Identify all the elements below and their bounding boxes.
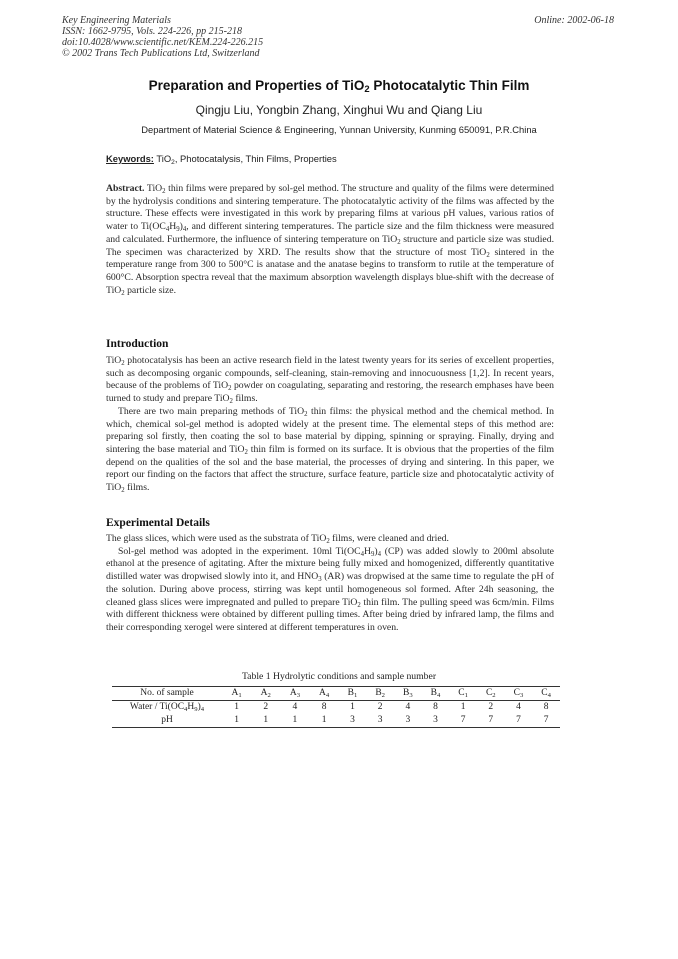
table-cell: 4 [405,702,411,712]
affiliation: Department of Material Science & Engineering, Yunnan University, Kunming 650091, P.R.China [141,124,537,135]
table-cell: 2 [263,702,269,712]
authors: Qingju Liu, Yongbin Zhang, Xinghui Wu and Qiang Liu [195,103,483,117]
table-cell: 3 [366,714,394,728]
doi-line[interactable]: doi:10.4028/www.scientific.net/KEM.224-226.215 [62,37,264,48]
experimental-body [106,533,554,635]
copyright-line: © 2002 Trans Tech Publications Ltd, Switzerland [62,48,260,59]
table-cell: 7 [532,714,560,728]
abstract [106,183,554,297]
keywords-label: Keywords: [106,153,154,164]
journal-name: Key Engineering Materials [62,15,171,26]
table-cell: 1 [222,714,251,728]
sample-header: $C_2$ [477,687,505,701]
paper-title: Preparation and Properties of TiO$_2$ Photocatalytic Thin Film [148,78,530,95]
sample-header: $A_1$ [222,687,251,701]
introduction-body [106,355,554,495]
table-cell: 1 [280,714,309,728]
hydrolytic-conditions-table [112,686,560,728]
table-cell: 2 [377,702,383,712]
sample-header: $C_1$ [449,687,477,701]
table-header-row [112,687,560,701]
table-cell: 4 [292,702,298,712]
sample-header: $B_1$ [339,687,367,701]
issn-line: ISSN: 1662-9795, Vols. 224-226, pp 215-218 [62,26,242,37]
abstract-label: Abstract. [106,183,145,194]
table-row-ph [112,714,560,728]
sample-header: $B_4$ [422,687,450,701]
sample-header: $A_4$ [310,687,339,701]
table-cell: 8 [321,702,327,712]
journal-header [62,15,263,59]
table-cell: 3 [394,714,422,728]
table-cell: 1 [251,714,280,728]
table-cell: 2 [488,702,494,712]
table-cell: 3 [422,714,450,728]
sample-header: $B_3$ [394,687,422,701]
experimental-paragraph-1: The glass slices, which were used as the substrata of TiO$_2$ films, were cleaned and dried. [106,533,449,545]
header-label: No. of sample [112,687,222,701]
row-label-water-ratio: Water / $Ti(OC_4H_9)_4$ [129,702,205,713]
table-caption: Table 1 Hydrolytic conditions and sample number [241,671,437,682]
table-cell: 8 [433,702,438,712]
row-label-ph: pH [112,714,222,728]
table-cell: 1 [460,702,466,712]
table-cell: 1 [350,702,355,712]
experimental-paragraph-2: Sol-gel method was adopted in the experiment. 10ml $Ti(OC_4H_9)_4$ (CP) was added slowly to 200ml absolute ethanol at the presence of agitating. After the mixture being fully mixed and homogenized, differently quantitative distilled water was dropwised slowly into it, and $HNO_3$ (AR) was dropwised at the same time to regulate the pH of the solution. During above process, stirring was kept until homogeneous sol formed. After 24h seasoning, the cleaned glass slices were impregnated and pulled to prepare TiO$_2$ thin film. The pulling speed was 6cm/min. Films with different thickness were obtained by different pulling times. After being dried by infrared lamp, the films and their corresponding xerogel were sintered at different temperatures in oven. [106,545,554,633]
table-cell: 7 [449,714,477,728]
table-cell: 4 [516,702,521,712]
introduction-paragraph-1: TiO$_2$ photocatalysis has been an active research field in the latest twenty years for its series of excellent properties, such as decomposing organic compounds, self-cleaning, stain-removing and innocuousness [1,2]. In recent years, because of the problems of TiO$_2$ powder on coagulating, separating and restoring, the research emphases have been turned to study and prepare TiO$_2$ films. [106,355,554,406]
table-cell: 7 [505,714,533,728]
table-row-water-ratio [112,701,560,715]
sample-header: $C_4$ [532,687,560,701]
sample-header: $A_3$ [280,687,309,701]
sample-header: $A_2$ [251,687,280,701]
table-cell: 8 [543,702,549,712]
keywords: Keywords: TiO$_2$, Photocatalysis, Thin Films, Properties [106,153,337,166]
table-cell: 3 [339,714,367,728]
abstract-paragraph: Abstract. TiO$_2$ thin films were prepared by sol-gel method. The structure and quality of the films were determined by the hydrolysis conditions and sintering temperature. The photocatalytic activity of the films was affected by the structure. These effects were investigated in this work by preparing films at various pH values, various ratios of water to $Ti(OC_4H_9)_4$, and different sintering temperatures. The particle size and the film thickness were measured and calculated. Furthermore, the influence of sintering temperature on TiO$_2$ structure and particle size was studied. The specimen was characterized by XRD. The results show that the structure of most TiO$_2$ sintered in the temperature range from 300 to 500°C is anatase and the anatase begins to transform to rutile at the temperature of 600°C. Absorption spectra reveal that the maximum absorption wavelength displays blue-shift with the decrease of TiO$_2$ particle size. [106,183,555,297]
table-cell: 1 [234,702,239,712]
experimental-heading: Experimental Details [106,517,210,529]
online-date: Online: 2002-06-18 [534,15,614,26]
introduction-paragraph-2: There are two main preparing methods of TiO$_2$ thin films: the physical method and the chemical method. In which, chemical sol-gel method is adopted widely at the present time. The elemental steps of this method are: preparing sol firstly, then coating the sol to base material by dipping, spinning or spraying. Finally, drying and sintering the base material and TiO$_2$ thin film is formed on its surface. It is obvious that the properties of the film depend on the qualities of the sol and the base material, the processes of drying and sintering. In this paper, we report our finding on the factors that affect the structure, surface feature, particle size and photocatalytic activity of TiO$_2$ films. [106,405,554,495]
introduction-heading: Introduction [106,338,169,350]
sample-header: $C_3$ [505,687,533,701]
sample-header: $B_2$ [366,687,394,701]
table-cell: 1 [310,714,339,728]
table-cell: 7 [477,714,505,728]
